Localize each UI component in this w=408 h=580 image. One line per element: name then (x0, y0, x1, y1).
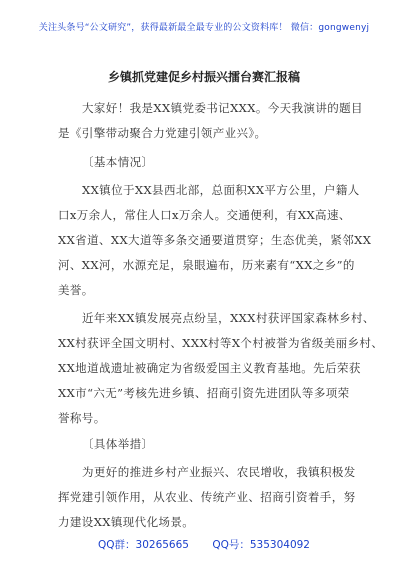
text-line: XX省道、XX大道等多条交通要道贯穿；生态优美，紧邻XX (58, 233, 372, 247)
text-line: 美誉。 (58, 283, 94, 297)
text-line: 大家好！我是XX镇党委书记XXX。今天我演讲的题目 (82, 101, 363, 115)
paragraph-measures (58, 460, 354, 535)
section-heading-basic-info (58, 150, 354, 175)
page-header-notice: 关注头条号“公文研究”，获得最新最全最专业的公文资料库！ 微信：gongwenyj (38, 23, 370, 33)
section-heading-measures (58, 432, 354, 457)
text-line: 挥党建引领作用，从农业、传统产业、招商引资着手，努 (58, 490, 356, 504)
text-line: 为更好的推进乡村产业振兴、农民增收，我镇积极发 (82, 465, 356, 479)
text-line: 〔具体举措〕 (82, 437, 154, 451)
text-line: XX镇位于XX县西北部，总面积XX平方公里，户籍人 (82, 183, 360, 197)
paragraph-intro (58, 96, 363, 146)
qq-group-number: QQ群：30265665 (98, 539, 189, 551)
text-line: 是《引擎带动聚合力党建引领产业兴》。 (58, 126, 267, 140)
page-footer (0, 537, 408, 552)
document-title: 乡镇抓党建促乡村振兴擂台赛汇报稿 (107, 70, 300, 84)
text-line: 〔基本情况〕 (82, 155, 154, 169)
paragraph-achievements (58, 306, 384, 431)
text-line: 力建设XX镇现代化场景。 (58, 515, 195, 529)
text-line: 口x万余人，常住人口x万余人。交通便利，有XX高速、 (58, 208, 351, 222)
qq-number: QQ号：535304092 (212, 539, 310, 551)
paragraph-basic-info (58, 178, 372, 303)
text-line: XX村获评全国文明村、XXX村等X个村被誉为省级美丽乡村、 (58, 336, 384, 350)
text-line: 河、XX河，水源充足，泉眼遍布，历来素有“XX之乡”的 (58, 258, 355, 272)
text-line: XX市“六无”考核先进乡镇、招商引资先进团队等多项荣 (58, 386, 350, 400)
text-line: 近年来XX镇发展亮点纷呈，XXX村获评国家森林乡村、 (82, 311, 375, 325)
text-line: 誉称号。 (58, 411, 106, 425)
text-line: XX地道战遗址被确定为省级爱国主义教育基地。先后荣获 (58, 361, 361, 375)
